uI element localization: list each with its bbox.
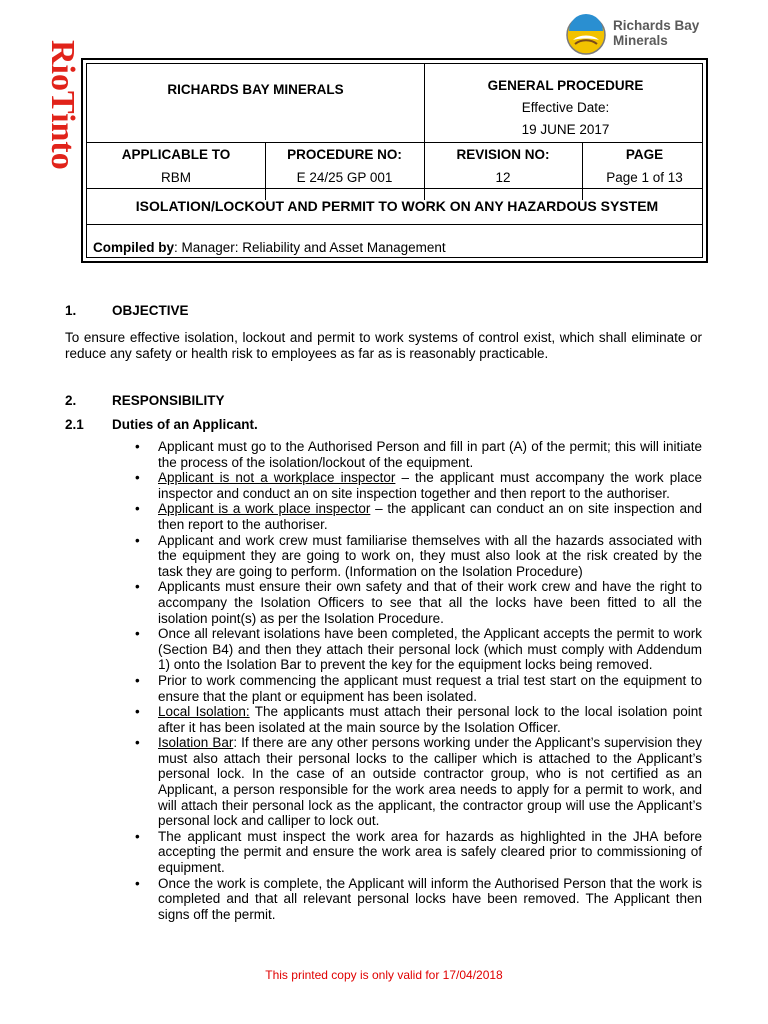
validity-footer: This printed copy is only valid for 17/04/2018 — [265, 968, 503, 982]
list-item: • Applicant and work crew must familiarise themselves with all the hazards associated with the equipment they are going to work on, they must also look at the risk created by the task they are going to perform. (Information on the Isolation Procedure) — [135, 532, 702, 579]
rbm-logo — [565, 14, 735, 56]
revision-value: 12 — [495, 170, 511, 185]
list-item: • Applicants must ensure their own safety and that of their work crew and have the right to accompany the Isolation Officers to see that all the locks have been fitted to all the isolation point(s) as per the Isolation Procedure. — [135, 579, 702, 626]
rbm-logo-line1: Richards Bay — [613, 18, 700, 33]
list-item: • Once the work is complete, the Applicant will inform the Authorised Person that the work is completed and that all relevant personal locks have been removed. The Applicant then signs off the permit. — [135, 875, 702, 922]
bullet-icon: • — [135, 735, 140, 751]
list-item: • Isolation Bar: If there are any other persons working under the Applicant’s supervision they must also attach their personal locks to the calliper which is attached to the Applicant’s personal lock. In the case of an outside contractor group, who is not certified as an Applicant, a person responsible for the work area needs to apply for a permit to work, and will attach their personal lock as the applicant, the contractor group will use the Applicant’s personal lock and calliper to lock out. — [135, 735, 702, 829]
svg-text:RioTinto: RioTinto — [44, 40, 81, 170]
list-item: • Applicant must go to the Authorised Person and fill in part (A) of the permit; this will initiate the process of the isolation/lockout of the equipment. — [135, 439, 702, 470]
document-title: ISOLATION/LOCKOUT AND PERMIT TO WORK ON ANY HAZARDOUS SYSTEM — [135, 198, 659, 214]
bullet-icon: • — [135, 579, 140, 595]
procedure-label: PROCEDURE NO: — [287, 147, 402, 162]
list-item: • Applicant is not a workplace inspector – the applicant must accompany the work place inspector and conduct an on site inspection together and then report to the authoriser. — [135, 470, 703, 501]
compiled-label: Compiled by — [93, 240, 175, 255]
bullet-icon: • — [135, 470, 140, 486]
effective-date: 19 JUNE 2017 — [521, 122, 610, 137]
list-item: • Prior to work commencing the applicant must request a trial test start on the equipment to ensure that the plant or equipment has been isolated. — [135, 672, 702, 704]
bullet-icon: • — [135, 501, 140, 517]
procedure-value: E 24/25 GP 001 — [296, 170, 393, 185]
section-2-title: RESPONSIBILITY — [112, 393, 225, 408]
revision-label: REVISION NO: — [456, 147, 550, 162]
company-name: RICHARDS BAY MINERALS — [167, 82, 344, 97]
bullet-icon: • — [135, 626, 140, 642]
doc-type: GENERAL PROCEDURE — [487, 78, 644, 93]
applicable-value: RBM — [161, 170, 191, 185]
applicable-label: APPLICABLE TO — [121, 147, 231, 162]
section-2-1-number: 2.1 — [65, 417, 84, 432]
document-header — [81, 58, 708, 263]
list-item: • The applicant must inspect the work area for hazards as highlighted in the JHA before accepting the permit and ensure the work area is safely cleared prior to commissioning of equipment. — [135, 828, 702, 876]
bullet-icon: • — [135, 439, 140, 454]
effective-label: Effective Date: — [521, 100, 610, 115]
bullet-icon: • — [135, 532, 140, 548]
rbm-emblem-icon — [565, 14, 609, 56]
bullet-icon: • — [135, 875, 140, 891]
bullet-icon: • — [135, 672, 140, 688]
section-2-number: 2. — [65, 393, 77, 408]
list-item: • Applicant is a work place inspector – the applicant can conduct an on site inspection and then report to the authoriser. — [135, 501, 702, 532]
objective-text: To ensure effective isolation, lockout and permit to work systems of control exist, which shall eliminate or reduce any safety or health risk to employees as far as is reasonably practicable. — [65, 330, 702, 361]
section-1-number: 1. — [65, 303, 77, 318]
list-item: • Once all relevant isolations have been completed, the Applicant accepts the permit to work (Section B4) and then they attach their personal lock (which must comply with Addendum 1) onto the Isolation Bar to prevent the key for the equipment locks being removed. — [135, 626, 702, 673]
applicant-duties-list — [135, 439, 702, 922]
section-1-title: OBJECTIVE — [112, 303, 189, 318]
page-value: Page 1 of 13 — [606, 170, 683, 185]
section-2-1-title: Duties of an Applicant. — [112, 417, 258, 432]
compiled-by — [93, 240, 693, 255]
rbm-logo-line2: Minerals — [613, 33, 668, 48]
bullet-icon: • — [135, 704, 140, 720]
page-label: PAGE — [625, 147, 664, 162]
list-item: • Local Isolation: The applicants must attach their personal lock to the local isolation point after it has been isolated at the main source by the Isolation Officer. — [135, 704, 703, 735]
compiled-value: : Manager: Reliability and Asset Management — [174, 240, 446, 255]
bullet-icon: • — [135, 828, 140, 844]
